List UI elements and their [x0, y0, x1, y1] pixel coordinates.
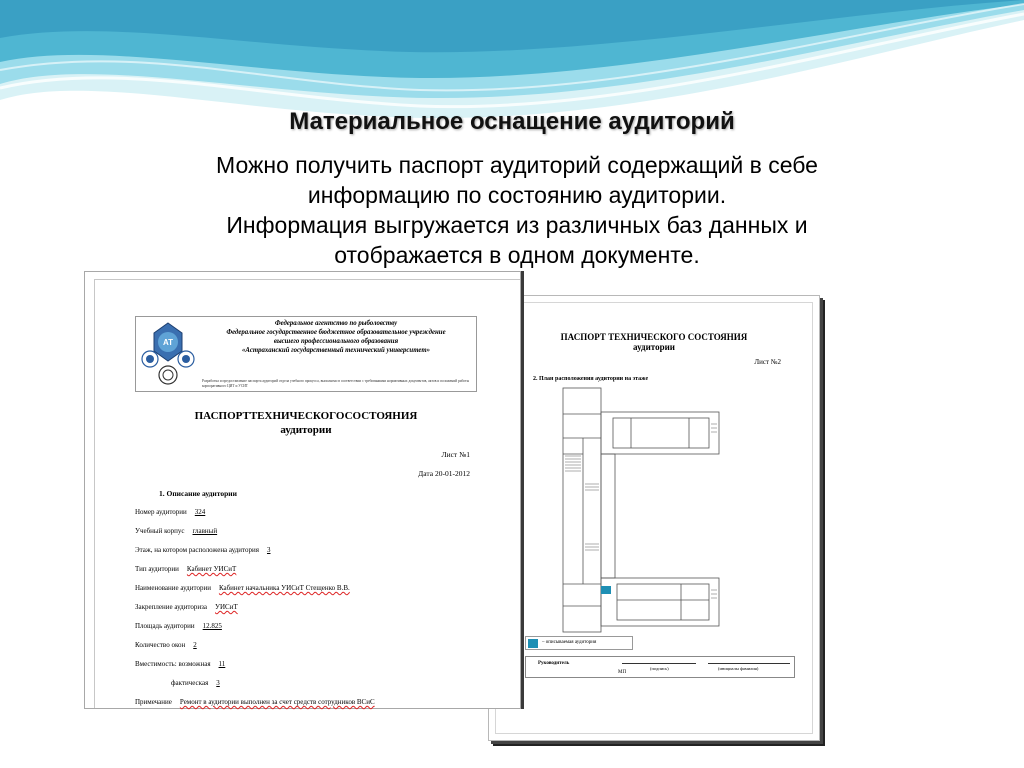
passport-page-2 [488, 295, 820, 741]
name-line [708, 663, 790, 664]
field-floor: Этаж, на котором расположена аудитория 3 [135, 546, 271, 554]
legend-label: – описываемая аудитория [542, 640, 597, 645]
plan-heading: 2. План расположения аудитории на этаже [533, 376, 649, 382]
stamp-label: МП [618, 670, 627, 675]
document-date: Дата 20-01-2012 [418, 469, 470, 478]
signature-line [622, 663, 696, 664]
header-line: высшего профессионального образования [273, 338, 399, 345]
university-logos-icon [138, 319, 200, 389]
field-assigned-to: Закрепление аудиториза УИСиТ [135, 603, 238, 611]
signature-table [525, 656, 795, 678]
signature-label: Руководитель [538, 661, 570, 666]
slide-title: Материальное оснащение аудиторий [289, 108, 735, 135]
highlighted-room [601, 586, 611, 594]
page-1-title: ПАСПОРТТЕХНИЧЕСКОГОСОСТОЯНИЯ [194, 410, 418, 422]
intro-line: Можно получить паспорт аудиторий содержащий в себе [216, 152, 818, 178]
intro-line: отображается в одном документе. [334, 242, 700, 268]
sheet-number: Лист №1 [441, 450, 470, 459]
legend-swatch [528, 639, 538, 648]
field-area: Площадь аудитории 12.825 [135, 622, 222, 630]
field-room-number: Номер аудитории 324 [135, 508, 206, 516]
svg-text:AT: AT [162, 338, 174, 347]
field-capacity-actual: фактическая 3 [171, 679, 220, 687]
header-line: «Астраханский государственный технический университет» [241, 347, 431, 354]
passport-page-1 [84, 271, 521, 709]
university-header [135, 316, 477, 392]
header-text [198, 319, 474, 355]
field-building: Учебный корпус главный [135, 527, 218, 535]
field-notes: Примечание Ремонт в аудитории выполнен за счет средств сотрудников ВСиС [135, 698, 375, 706]
page-2-title: ПАСПОРТ ТЕХНИЧЕСКОГО СОСТОЯНИЯ [560, 332, 748, 342]
intro-text [160, 150, 874, 270]
sheet-number: Лист №2 [754, 358, 781, 366]
signature-caption: (подпись) [650, 666, 669, 671]
header-line: Федеральное агентство по рыболовству [274, 320, 398, 327]
intro-line: Информация выгружается из различных баз данных и [226, 212, 808, 238]
field-room-name: Наименование аудитории Кабинет начальника УИСиТ Стещенко В.В. [135, 584, 350, 592]
field-capacity-possible: Вместимость: возможная 11 [135, 660, 226, 668]
intro-line: информацию по состоянию аудитории. [307, 182, 727, 208]
page-1-subtitle: аудитории [280, 424, 332, 436]
plan-legend [525, 636, 633, 650]
header-fine-print: Разработка и предоставление паспорта аудиторий отдела учебного процесса, выполнено в соответствии с требованиями нормативных документов, актов и положений работы корпоративного ЦИТ и УСИТ [202, 379, 470, 388]
name-caption: (инициалы фамилия) [718, 666, 759, 671]
section-heading: 1. Описание аудитории [159, 489, 237, 498]
floor-plan [561, 384, 729, 634]
header-line: Федеральное государственное бюджетное образовательное учреждение [226, 329, 446, 336]
field-room-type: Тип аудитории Кабинет УИСиТ [135, 565, 237, 573]
field-windows: Количество окон 2 [135, 641, 197, 649]
page-2-subtitle: аудитории [633, 342, 675, 352]
